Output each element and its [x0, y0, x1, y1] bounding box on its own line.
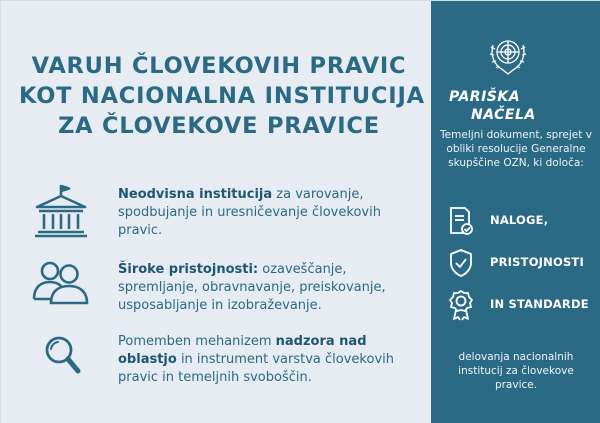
magnifier-icon — [31, 333, 91, 381]
outro-text: delovanja nacionalnih institucij za človekove pravice. — [458, 351, 574, 391]
item-2-rest: ozaveščanje, spremljanje, obravnavanje, preiskovanje, usposabljanje in izobraževanje. — [118, 262, 386, 313]
point-standards — [445, 289, 595, 321]
item-1-text — [118, 186, 423, 240]
intro-text: Temeljni dokument, sprejet v obliki resolucije Generalne skupščine OZN, ki določa: — [440, 129, 592, 169]
point-standards-label: IN STANDARDE — [490, 297, 589, 311]
item-1-rest: za varovanje, spodbujanje in uresničevanje človekovih pravic. — [118, 187, 381, 238]
un-emblem-icon — [485, 31, 531, 77]
point-tasks — [445, 205, 595, 237]
institution-building-icon — [31, 183, 91, 239]
title-line-2: KOT NACIONALNA INSTITUCIJA — [19, 83, 425, 109]
right-title-line-2: NAČELA — [471, 107, 536, 123]
item-3-rest: in instrument varstva človekovih pravic in temeljnih svoboščin. — [118, 352, 394, 385]
item-3-bold: nadzora nad oblastjo — [118, 334, 367, 367]
point-tasks-label: NALOGE, — [490, 213, 549, 227]
right-panel — [431, 1, 600, 423]
item-2-text — [118, 261, 423, 315]
document-check-icon — [447, 205, 475, 237]
people-icon — [31, 259, 91, 309]
item-3-pre: Pomemben mehanizem — [118, 334, 276, 349]
item-1-bold: Neodvisna institucija — [118, 187, 273, 202]
title-line-3: ZA ČLOVEKOVE PRAVICE — [58, 113, 380, 139]
paris-principles-title — [449, 88, 589, 124]
title-line-1: VARUH ČLOVEKOVIH PRAVIC — [31, 53, 407, 79]
item-2-bold: Široke pristojnosti: — [118, 262, 259, 277]
right-title-line-1: PARIŠKA — [449, 89, 521, 105]
left-panel — [1, 1, 431, 423]
point-competences-label: PRISTOJNOSTI — [490, 255, 584, 269]
item-3-text — [118, 333, 423, 387]
main-title — [19, 51, 425, 141]
shield-check-icon — [447, 247, 475, 279]
point-competences — [445, 247, 595, 279]
award-badge-icon — [447, 289, 475, 321]
